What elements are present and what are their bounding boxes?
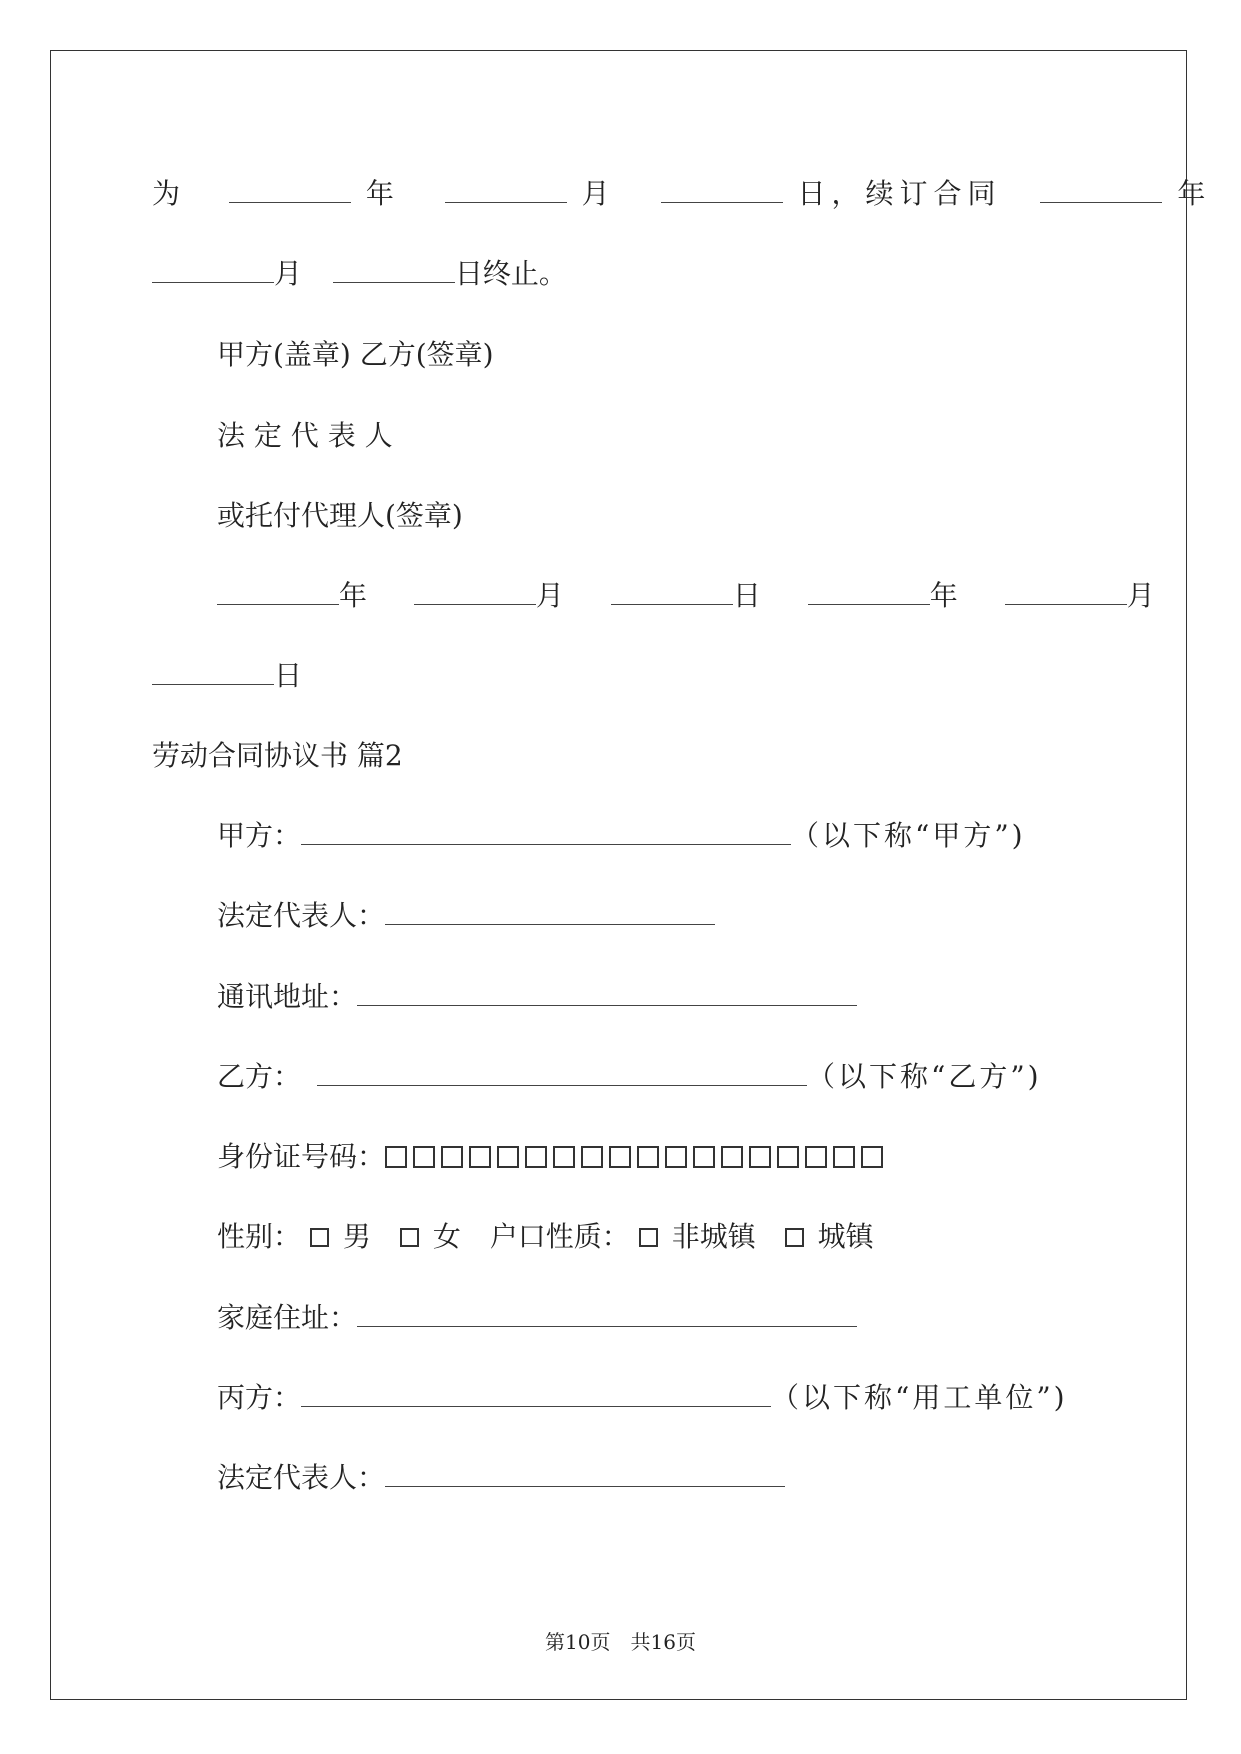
section-title: 劳动合同协议书 篇2	[152, 739, 403, 772]
renewal-date-line	[152, 176, 1211, 212]
text-year: 年	[365, 177, 400, 210]
id-digit-box[interactable]	[581, 1146, 603, 1168]
non-urban-checkbox[interactable]	[639, 1228, 658, 1247]
hukou-label: 户口性质：	[489, 1220, 630, 1253]
blank-sign-day-a[interactable]	[611, 578, 733, 605]
party-a-field	[217, 818, 1026, 854]
urban-label: 城镇	[817, 1220, 874, 1253]
party-c-suffix: （以下称“用工单位”)	[771, 1381, 1068, 1414]
id-digit-box[interactable]	[525, 1146, 547, 1168]
text-day-end: 日终止。	[454, 257, 567, 290]
address-field	[217, 979, 857, 1015]
gender-label: 性别：	[217, 1220, 302, 1253]
blank-sign-month-a[interactable]	[414, 578, 536, 605]
id-digit-box[interactable]	[665, 1146, 687, 1168]
legal-rep-c-blank[interactable]	[385, 1460, 785, 1487]
party-c-field	[217, 1380, 1068, 1416]
blank-sign-year-b[interactable]	[808, 578, 930, 605]
party-b-blank[interactable]	[317, 1059, 807, 1086]
id-digit-box[interactable]	[553, 1146, 575, 1168]
id-digit-box[interactable]	[497, 1146, 519, 1168]
address-label: 通讯地址：	[217, 980, 358, 1013]
id-number-boxes[interactable]	[385, 1140, 889, 1173]
home-address-field	[217, 1300, 857, 1336]
signature-dates-line	[217, 578, 1161, 614]
id-digit-box[interactable]	[469, 1146, 491, 1168]
female-label: 女	[432, 1220, 461, 1253]
page-border	[50, 50, 1187, 1700]
signature-parties: 甲方(盖章) 乙方(签章)	[217, 338, 494, 371]
blank-year[interactable]	[229, 176, 351, 203]
id-digit-box[interactable]	[833, 1146, 855, 1168]
urban-checkbox[interactable]	[785, 1228, 804, 1247]
legal-rep-a-blank[interactable]	[385, 898, 715, 925]
text-sign-day-a: 日	[732, 579, 767, 612]
male-checkbox[interactable]	[310, 1228, 329, 1247]
home-address-blank[interactable]	[357, 1300, 857, 1327]
id-number-label: 身份证号码：	[217, 1140, 386, 1173]
gender-hukou-line	[217, 1219, 874, 1255]
termination-date-line	[152, 256, 567, 292]
party-c-label: 丙方：	[217, 1381, 302, 1414]
blank-month[interactable]	[445, 176, 567, 203]
text-day-renew: 日，续订合同	[797, 177, 1002, 210]
blank-sign-year-a[interactable]	[217, 578, 339, 605]
party-b-suffix: （以下称“乙方”)	[807, 1060, 1042, 1093]
id-digit-box[interactable]	[777, 1146, 799, 1168]
id-digit-box[interactable]	[413, 1146, 435, 1168]
text-sign-year-a: 年	[339, 579, 374, 612]
text-sign-year-b: 年	[929, 579, 964, 612]
page-number: 第10页 共16页	[545, 1630, 696, 1654]
party-b-label: 乙方：	[217, 1060, 302, 1093]
legal-rep-c-field	[217, 1460, 785, 1496]
non-urban-label: 非城镇	[671, 1220, 756, 1253]
id-digit-box[interactable]	[749, 1146, 771, 1168]
id-digit-box[interactable]	[385, 1146, 407, 1168]
id-digit-box[interactable]	[693, 1146, 715, 1168]
party-a-suffix: （以下称“甲方”)	[791, 819, 1026, 852]
female-checkbox[interactable]	[400, 1228, 419, 1247]
id-digit-box[interactable]	[637, 1146, 659, 1168]
text-month-2: 月	[274, 257, 303, 290]
party-b-field	[217, 1059, 1042, 1095]
party-a-blank[interactable]	[301, 818, 791, 845]
id-digit-box[interactable]	[441, 1146, 463, 1168]
legal-rep-a-field	[217, 898, 715, 934]
id-number-field	[217, 1139, 889, 1175]
text-month: 月	[581, 177, 616, 210]
legal-rep-c-label: 法定代表人：	[217, 1461, 386, 1494]
signature-day-line	[152, 658, 302, 694]
id-digit-box[interactable]	[861, 1146, 883, 1168]
id-digit-box[interactable]	[609, 1146, 631, 1168]
blank-day[interactable]	[661, 176, 783, 203]
authorized-agent-label: 或托付代理人(签章)	[217, 499, 463, 532]
blank-month-2[interactable]	[152, 256, 274, 283]
id-digit-box[interactable]	[805, 1146, 827, 1168]
male-label: 男	[342, 1220, 371, 1253]
id-digit-box[interactable]	[721, 1146, 743, 1168]
legal-representative-label: 法 定 代 表 人	[217, 419, 393, 452]
text-sign-day-b: 日	[274, 659, 303, 692]
blank-day-2[interactable]	[333, 256, 455, 283]
blank-sign-day-b[interactable]	[152, 658, 274, 685]
party-a-label: 甲方：	[217, 819, 302, 852]
text-sign-month-a: 月	[535, 579, 570, 612]
party-c-blank[interactable]	[301, 1380, 771, 1407]
blank-sign-month-b[interactable]	[1005, 578, 1127, 605]
address-blank[interactable]	[357, 979, 857, 1006]
home-address-label: 家庭住址：	[217, 1301, 358, 1334]
legal-rep-a-label: 法定代表人：	[217, 899, 386, 932]
text-wei: 为	[152, 177, 187, 210]
text-sign-month-b: 月	[1126, 579, 1161, 612]
text-year-2: 年	[1177, 177, 1212, 210]
blank-year-2[interactable]	[1040, 176, 1162, 203]
